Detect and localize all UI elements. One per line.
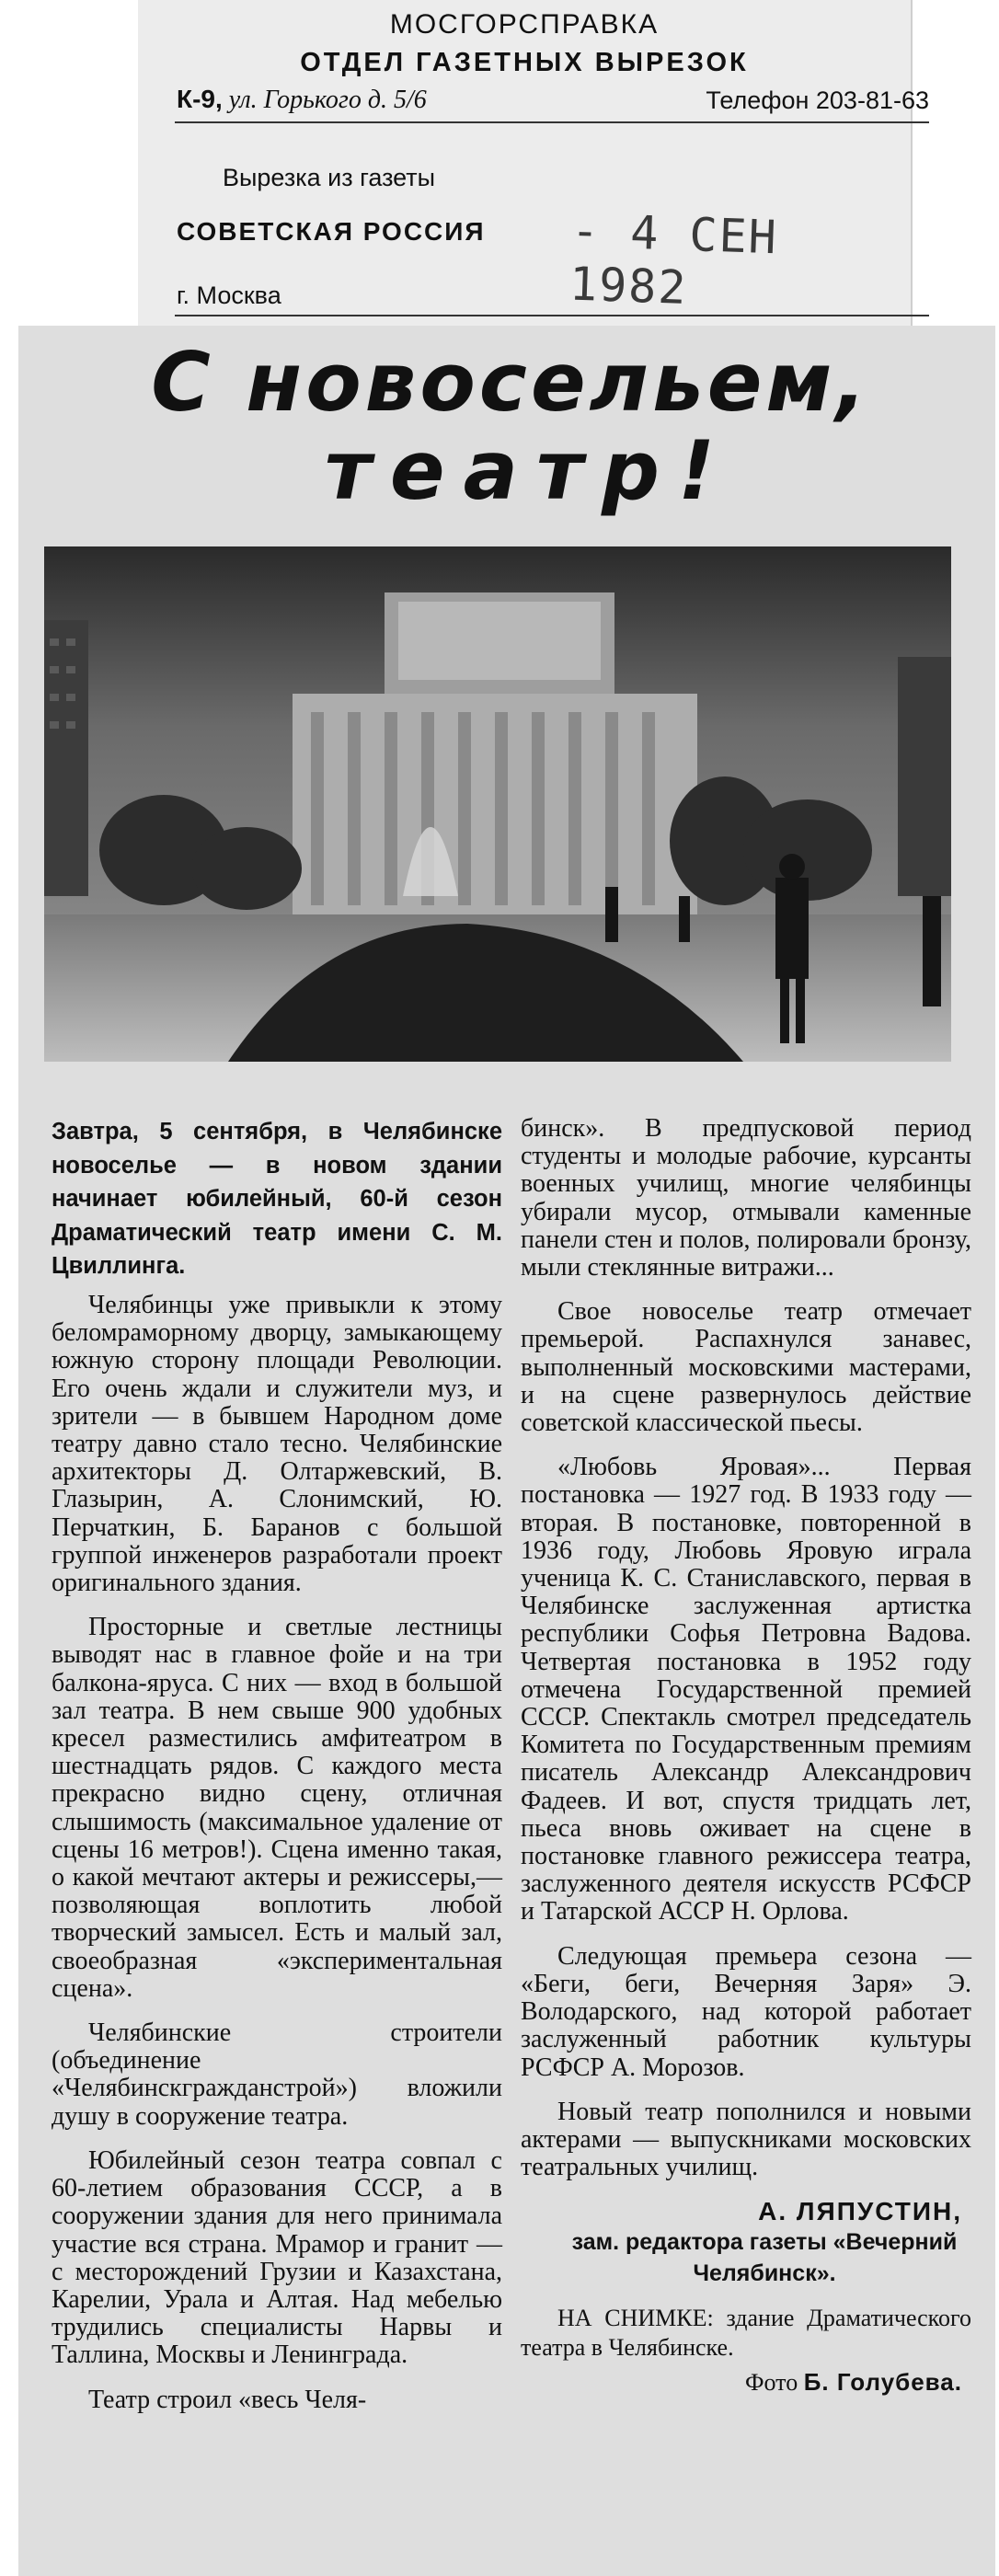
paragraph: Просторные и светлые лестницы выводят нас в главное фойе и на три балкона-яруса. С них — вход в большой зал театра. В нем свыше 900 удобных кресел разместились амфитеатром в шестнадцать рядов. С каждого места прекрасно видно сцену, отличная слышимость (максимальное удаление от сцены 16 метров!). Сцена именно такая, о какой мечтают актеры и режиссеры,— позволяющая воплотить любой творческий замысел. Есть и малый зал, своеобразная «экспериментальная сцена».: [52, 1613, 502, 2003]
street-address: ул. Горького д. 5/6: [228, 86, 427, 114]
header-rule-bottom: [175, 315, 929, 316]
article-column-1: [52, 1292, 502, 2431]
agency-phone: Телефон 203-81-63: [706, 86, 929, 114]
theatre-photo: [44, 546, 951, 1062]
article-lead: Завтра, 5 сентября, в Челябинске новоселье — в новом здании начинает юбилейный, 60-й сезон Драматический театр имени С. М. Цвиллинга.: [52, 1119, 502, 1280]
paragraph: Новый театр пополнился и новыми актерами — выпускниками московских театральных училищ.: [521, 2097, 971, 2182]
newspaper-clipping: [18, 326, 995, 2576]
paragraph: бинск». В предпусковой период студенты и молодые рабочие, курсанты военных училищ, многие челябинцы убирали мусор, отмывали каменные панели стен и полов, полировали бронзу, мыли стеклянные витражи...: [521, 1114, 971, 1282]
paragraph: Театр строил «весь Челя-: [88, 2385, 367, 2414]
author-position: зам. редактора газеты «Вечерний Челябинск».: [571, 2228, 958, 2286]
clipping-label: Вырезка из газеты: [223, 164, 436, 191]
theatre-photo-illustration: [44, 546, 951, 1062]
agency-name: МОСГОРСПРАВКА: [389, 9, 660, 40]
article-headline: [46, 335, 975, 518]
photo-credit: [521, 2368, 971, 2397]
photo-credit-prefix: Фото: [744, 2368, 798, 2396]
newspaper-city: г. Москва: [177, 282, 281, 309]
clipping-service-header: [138, 0, 929, 336]
headline-line-1: С новосельем,: [151, 335, 870, 430]
author-name: А. ЛЯПУСТИН,: [758, 2197, 962, 2226]
paragraph: Челябинцы уже привыкли к этому беломраморному дворцу, замыкающему южную сторону площади Революции. Его очень ждали и служители муз, и зрители — в бывшем Народном доме театру давно стало тесно. Челябинские архитекторы Д. Олтаржевский, В. Глазырин, А. Слонимский, Ю. Перчаткин, Б. Баранов с большой группой инженеров разработали проект оригинального здания.: [52, 1291, 502, 1598]
department-name: ОТДЕЛ ГАЗЕТНЫХ ВЫРЕЗОК: [300, 48, 749, 77]
agency-address: [177, 85, 427, 115]
paragraph: «Любовь Яровая»... Первая постановка — 1927 год. В 1933 году — вторая. В постановке, повторенной в 1936 году, Любовь Яровую играла ученица К. С. Станиславского, первая в Челябинске заслуженная артистка республики Софья Петровна Вадова. Четвертая постановка в 1952 году отмечена Государственной премией СССР. Спектакль смотрел председатель Комитета по Государственным премиям писатель Александр Александрович Фадеев. И вот, спустя тридцать лет, пьеса вновь оживает на сцене в постановке главного режиссера театра, заслуженного деятеля искусств РСФСР и Татарской АССР Н. Орлова.: [521, 1453, 971, 1926]
author-signature: [521, 2198, 971, 2288]
newspaper-name: СОВЕТСКАЯ РОССИЯ: [177, 217, 486, 246]
postal-code: К-9,: [177, 85, 223, 113]
paragraph: Свое новоселье театр отмечает премьерой. Распахнулся занавес, выполненный московскими мастерами, и на сцене развернулось действие советской классической пьесы.: [521, 1297, 971, 1438]
date-stamp: - 4 СЕН 1982: [568, 203, 779, 315]
paragraph: Челябинские строители (объединение «Челябинскгражданстрой») вложили душу в сооружение театра.: [52, 2018, 502, 2131]
header-rule: [175, 121, 929, 123]
article-column-2: [521, 1115, 971, 2397]
photographer-name: Б. Голубева.: [803, 2367, 962, 2396]
photo-caption: НА СНИМКЕ: здание Драматического театра в Челябинске.: [521, 2304, 971, 2361]
headline-line-2: театр!: [324, 423, 734, 518]
paragraph: Юбилейный сезон театра совпал с 60-летием образования СССР, а в сооружении здания для него принимала участие вся страна. Мрамор и гранит — с месторождений Грузии и Казахстана, Карелии, Урала и Алтая. Над мебелью трудились специалисты Нарвы и Таллина, Москвы и Ленинграда.: [52, 2145, 502, 2370]
paragraph: Следующая премьера сезона — «Беги, беги, Вечерняя Заря» Э. Володарского, над которой работает заслуженный работник культуры РСФСР А. Морозов.: [521, 1941, 971, 2082]
